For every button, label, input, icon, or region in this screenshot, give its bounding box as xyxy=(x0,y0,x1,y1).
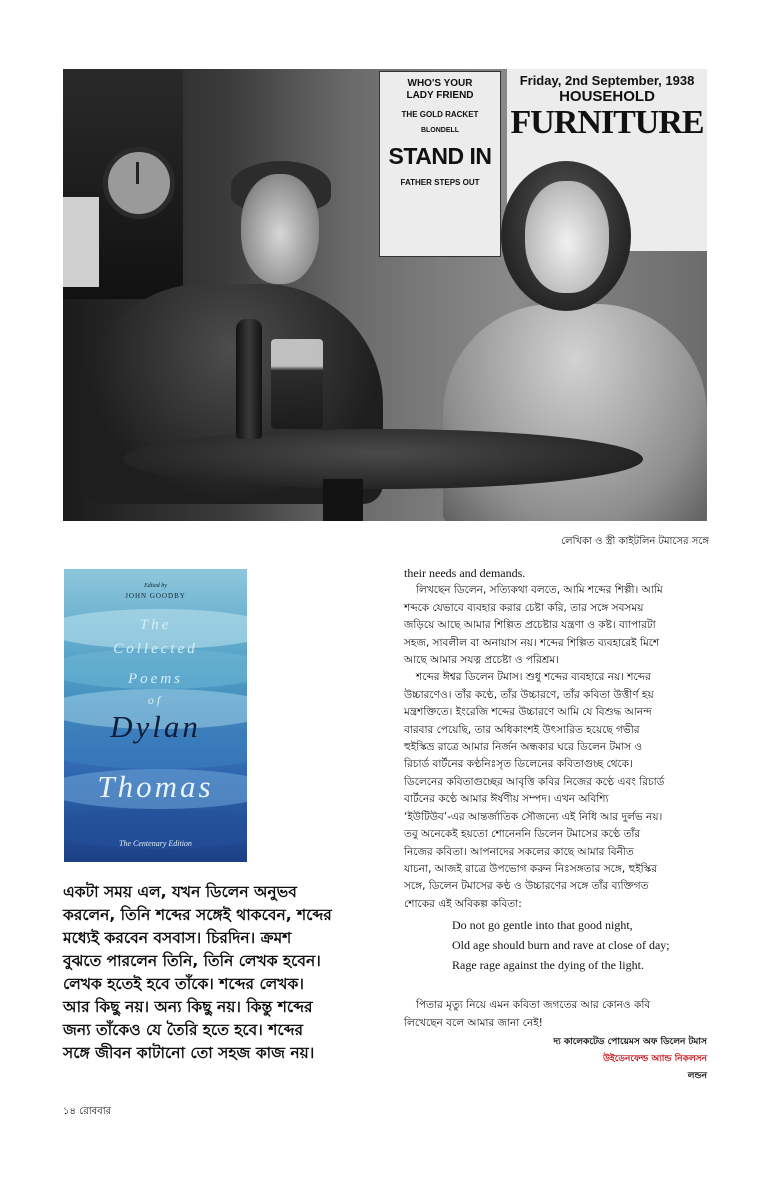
poster-headline: FURNITURE xyxy=(510,104,704,141)
verse-line: Old age should burn and rave at close of day; xyxy=(452,938,670,953)
body-line: লিখেছেন বলে আমার জানা নেই! xyxy=(404,1016,543,1029)
body-line: শোকের এই অবিকল্প কবিতা: xyxy=(404,897,522,910)
cover-title-thomas: Thomas xyxy=(97,769,214,804)
verse-line: Do not go gentle into that good night, xyxy=(452,918,633,933)
wall-clock xyxy=(103,147,175,219)
body-line: নিজের কবিতা। আপনাদের সকলের কাছে আমার বিনীত xyxy=(404,845,634,858)
man-face xyxy=(241,174,319,284)
cover-edited-by: Edited by xyxy=(144,583,167,589)
verse-quote xyxy=(452,915,709,975)
body-line: যাচনা, আজই রাত্রে উপভোগ করুন নিঃসঙ্গতার সঙ্গে, হুইস্কির xyxy=(404,862,658,875)
table-leg xyxy=(323,479,363,521)
poster-line: FATHER STEPS OUT xyxy=(400,178,480,187)
page-folio: ১৪ রোববার xyxy=(63,1106,112,1117)
book-credit xyxy=(553,1034,707,1085)
poster-line: THE GOLD RACKET xyxy=(401,110,479,119)
body-line: উচ্চারণেও। তাঁর কণ্ঠে, তাঁর উচ্চারণে, তাঁর কবিতা উত্তীর্ণ হয় xyxy=(404,688,654,701)
beer-glass xyxy=(271,339,323,429)
photograph-dylan-and-caitlin xyxy=(63,69,707,521)
lead-line: মধ্যেই করবেন বসবাস। চিরদিন। ক্রমশ xyxy=(63,929,292,947)
body-line: রিচার্ড বার্টনের কণ্ঠনিঃসৃত ডিলেনের কবিতাগুচ্ছ থেকে। xyxy=(404,758,633,771)
cover-edition: The Centenary Edition xyxy=(119,839,192,848)
poster-line: LADY FRIEND xyxy=(406,90,474,101)
lead-line: করলেন, তিনি শব্দের সঙ্গেই থাকবেন, শব্দের xyxy=(63,906,332,924)
poster-line: BLONDELL xyxy=(420,127,460,134)
lead-line: সঙ্গে জীবন কাটানো তো সহজ কাজ নয়। xyxy=(63,1044,315,1062)
cover-title-collected: Collected xyxy=(113,641,198,657)
bottle xyxy=(236,319,262,439)
poster-line: HOUSEHOLD xyxy=(559,88,655,105)
credit-publisher: উইডেনফেল্ড অ্যান্ড নিকলসন xyxy=(603,1054,707,1064)
cover-title-of: of xyxy=(147,693,164,707)
poster-headline: STAND IN xyxy=(388,143,492,169)
body-line: লিখছেন ডিলেন, সত্যিকথা বলতে, আমি শব্দের শিল্পী। আমি xyxy=(416,584,663,597)
body-line: সহজ, সাবলীল বা অনায়াস নয়। শব্দের শিল্পিত ব্যবহারেই মিশে xyxy=(404,636,660,649)
body-line: ডিলেনের কবিতাগুচ্ছের আবৃত্তি কবির নিজের কণ্ঠে এবং রিচার্ড xyxy=(404,775,665,788)
body-line: আছে আমার সযত্ন প্রচেষ্টা ও পরিশ্রম। xyxy=(404,654,560,667)
cover-title-poems: Poems xyxy=(128,671,183,687)
body-line: মন্ত্রশক্তিতে। ইংরেজি শব্দের উচ্চারণে আমি যে বিশুদ্ধ আনন্দ xyxy=(404,706,652,719)
lead-line: একটা সময় এল, যখন ডিলেন অনুভব xyxy=(63,883,297,901)
stand-in-poster xyxy=(379,71,501,257)
body-line: তবু অনেকেই হয়তো শোনেননি ডিলেন টমাসের কণ্ঠে তাঁর xyxy=(404,828,641,841)
body-line: শব্দকে যেভাবে ব্যবহার করার চেষ্টা করি, তার সঙ্গে সবসময় xyxy=(404,601,644,614)
body-line: পিতার মৃত্যু নিয়ে এমন কবিতা জগতের আর কোনও কবি xyxy=(416,999,651,1012)
lead-paragraph xyxy=(63,881,348,1065)
book-cover xyxy=(64,569,247,862)
verse-line: Rage rage against the dying of the light. xyxy=(452,958,644,973)
body-line: বার্টনের কণ্ঠে আমার ঈর্ষণীয় সম্পদ। এখন অবিশ্যি xyxy=(404,793,609,806)
woman-figure xyxy=(443,304,707,521)
body-line: শব্দের ঈশ্বর ডিলেন টমাস। শুধু শব্দের ব্যবহারে নয়। শব্দের xyxy=(416,671,651,684)
body-line: জড়িয়ে আছে আমার শিল্পিত প্রচেষ্টার যন্ত্রণা ও কষ্ট। ব্যাপারটা xyxy=(404,619,656,632)
body-line: হুইস্কিভ্র রাত্রে আমার নির্জন অন্ধকার ঘরে ডিলেন টমাস ও xyxy=(404,741,643,754)
cover-title-dylan: Dylan xyxy=(110,709,201,744)
body-line: বারবার পেয়েছি, তার অধিকাংশই উৎসারিত হয়েছে গভীর xyxy=(404,723,640,736)
cover-editor: JOHN GOODBY xyxy=(125,592,186,600)
body-line: ‘ইউটিউব’-এর আন্তর্জাতিক সৌজন্যে এই নিধি আর দুর্লভ নয়। xyxy=(404,810,663,823)
credit-title: দ্য কালেকটেড পোয়েমস অফ ডিলেন টমাস xyxy=(553,1037,707,1047)
poster-date: Friday, 2nd September, 1938 xyxy=(519,73,695,88)
body-line: সঙ্গে, ডিলেন টমাসের কণ্ঠ ও উচ্চারণের সঙ্গে তাঁর ব্যক্তিগত xyxy=(404,880,649,893)
woman-face xyxy=(525,181,609,293)
lead-line: লেখক হতেই হবে তাঁকে। শব্দের লেখক। xyxy=(63,975,304,993)
pub-table xyxy=(123,429,643,489)
credit-city: লন্ডন xyxy=(687,1071,707,1081)
photo-caption: লেখিকা ও স্ত্রী কাইটলিন টমাসের সঙ্গে xyxy=(561,536,709,547)
poster-line: WHO'S YOUR xyxy=(407,78,473,89)
column-opening: their needs and demands. xyxy=(404,566,526,580)
wall-sign xyxy=(63,197,99,287)
lead-line: আর কিছু নয়। অন্য কিছু নয়। কিন্তু শব্দের xyxy=(63,998,313,1016)
body-column xyxy=(404,565,709,1032)
lead-line: জন্য তাঁকেও যে তৈরি হতে হবে। শব্দের xyxy=(63,1021,304,1039)
cover-title-the: The xyxy=(139,617,172,633)
lead-line: বুঝতে পারলেন তিনি, তিনি লেখক হবেন। xyxy=(63,952,321,970)
